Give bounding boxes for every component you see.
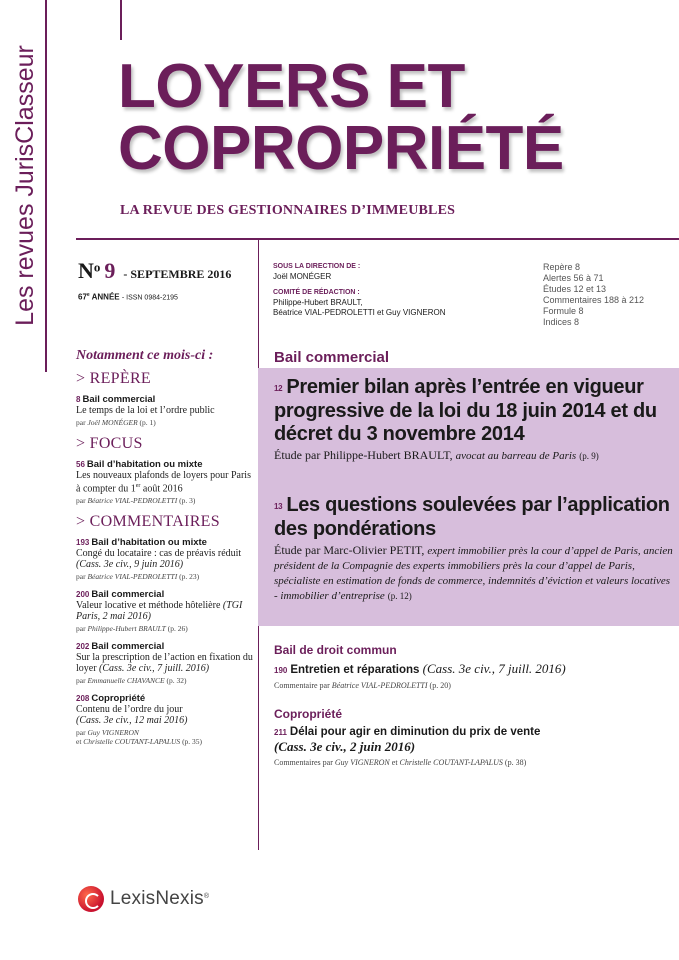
index-item: Indices 8 (543, 317, 580, 327)
section-repere: > REPÈRE (76, 370, 151, 387)
publisher-logo: LexisNexis® (78, 886, 209, 912)
index-item: Alertes 56 à 71 (543, 273, 604, 283)
list-item[interactable]: 56 Bail d’habitation ou mixte Les nouveaux plafonds de loyers pour Paris à compter du 1er août 2016 par Béatrice VIAL-PEDROLETTI (p. 3) (76, 459, 251, 506)
list-item[interactable]: 190 Entretien et réparations (Cass. 3e civ., 7 juill. 2016) Commentaire par Béatrice VIAL-PEDROLETTI (p. 20) (274, 661, 566, 690)
journal-title: LOYERS ET COPROPRIÉTÉ (118, 52, 564, 183)
lexisnexis-logo-icon (78, 886, 104, 912)
list-item[interactable]: 202 Bail commercial Sur la prescription de l’action en fixation du loyer (Cass. 3e civ., 7 juill. 2016) par Emmanuelle CHAVANCE (p. 32) (76, 641, 253, 686)
featured-article[interactable]: 13 Les questions soulevées par l’application des pondérations Étude par Marc-Olivier PETIT, expert immobilier près la cour d’appel de Paris, ancien président de la Compagnie des experts immobiliers près la cour d’appel de Paris, spécialiste en estimation de fonds de commerce, indemnités d’éviction et valeurs locatives - immobilier d’entreprise (p. 12) (274, 494, 673, 602)
index-item: Études 12 et 13 (543, 284, 607, 294)
issue-year: 67e ANNÉE - ISSN 0984-2195 (78, 292, 178, 302)
top-vertical-rule (120, 0, 122, 40)
masthead-rule (76, 238, 679, 240)
list-item[interactable]: 208 Copropriété Contenu de l’ordre du jour (Cass. 3e civ., 12 mai 2016) par Guy VIGNERON et Christelle COUTANT-LAPALUS (p. 35) (76, 693, 203, 747)
section-copropriete: Copropriété (274, 707, 343, 721)
list-item[interactable]: 200 Bail commercial Valeur locative et méthode hôtelière (TGI Paris, 2 mai 2016) par Philippe-Hubert BRAULT (p. 26) (76, 589, 243, 634)
section-focus: > FOCUS (76, 435, 143, 452)
issue-number: $N^o$ 9 - SEPTEMBRE 2016 (78, 258, 232, 283)
list-item[interactable]: 8 Bail commercial Le temps de la loi et l’ordre public par Joël MONÉGER (p. 1) (76, 394, 215, 427)
journal-subtitle: LA REVUE DES GESTIONNAIRES D’IMMEUBLES (120, 203, 456, 218)
highlights-column: Notamment ce mois-ci : > REPÈRE 8 Bail commercial Le temps de la loi et l’ordre public par Joël MONÉGER (p. 1) > FOCUS 56 Bail d’habitation ou mixte Les nouveaux plafonds de loyers pour Paris à compter du 1er août 2016 par Béatrice VIAL-PEDROLETTI (p. 3) > COMMENTAIRES 193 Bail d’habitation ou mixte Congé du locataire : cas de préavis réduit (Cass. 3e civ., 9 juin 2016) par Béatrice VIAL-PEDROLETTI (p. 23) 200 Bail commercial Valeur locative et méthode hôtelière (TGI Paris, 2 mai 2016) par Philippe-Hubert BRAULT (p. 26) 202 Bail commercial Sur la prescription de l’action en fixation du loyer (Cass. 3e civ., 7 juill. 2016) par Emmanuelle CHAVANCE (p. 32) 208 Copropriété Contenu de l’ordre du jour (Cass. 3e civ., 12 mai 2016) par Guy VIGNERON et Christelle COUTANT-LAPALUS (p. 35) (76, 348, 256, 754)
index-item: Commentaires 188 à 212 (543, 295, 645, 305)
featured-article[interactable]: 12 Premier bilan après l’entrée en vigueur progressive de la loi du 18 juin 2014 et du décret du 3 novembre 2014 Étude par Philippe-Hubert BRAULT, avocat au barreau de Paris (p. 9) (274, 376, 657, 462)
section-bail-commercial: Bail commercial (274, 349, 390, 366)
list-item[interactable]: 211 Délai pour agir en diminution du prix de vente (Cass. 3e civ., 2 juin 2016) Commentaires par Guy VIGNERON et Christelle COUTANT-LAPALUS (p. 38) (274, 726, 541, 767)
index-item: Formule 8 (543, 306, 584, 316)
section-bail-droit-commun: Bail de droit commun (274, 643, 397, 657)
editorial-board: SOUS LA DIRECTION DE : Joël MONÉGER COMITÉ DE RÉDACTION : Philippe-Hubert BRAULT, Béatrice VIAL-PEDROLETTI et Guy VIGNERON (273, 263, 446, 317)
index-item: Repère 8 (543, 262, 581, 272)
list-item[interactable]: 193 Bail d’habitation ou mixte Congé du locataire : cas de préavis réduit (Cass. 3e civ., 9 juin 2016) par Béatrice VIAL-PEDROLETTI (p. 23) (76, 537, 242, 582)
section-commentaires: > COMMENTAIRES (76, 513, 220, 531)
contents-index (543, 262, 644, 328)
series-name: Les revues JurisClasseur (10, 44, 39, 326)
